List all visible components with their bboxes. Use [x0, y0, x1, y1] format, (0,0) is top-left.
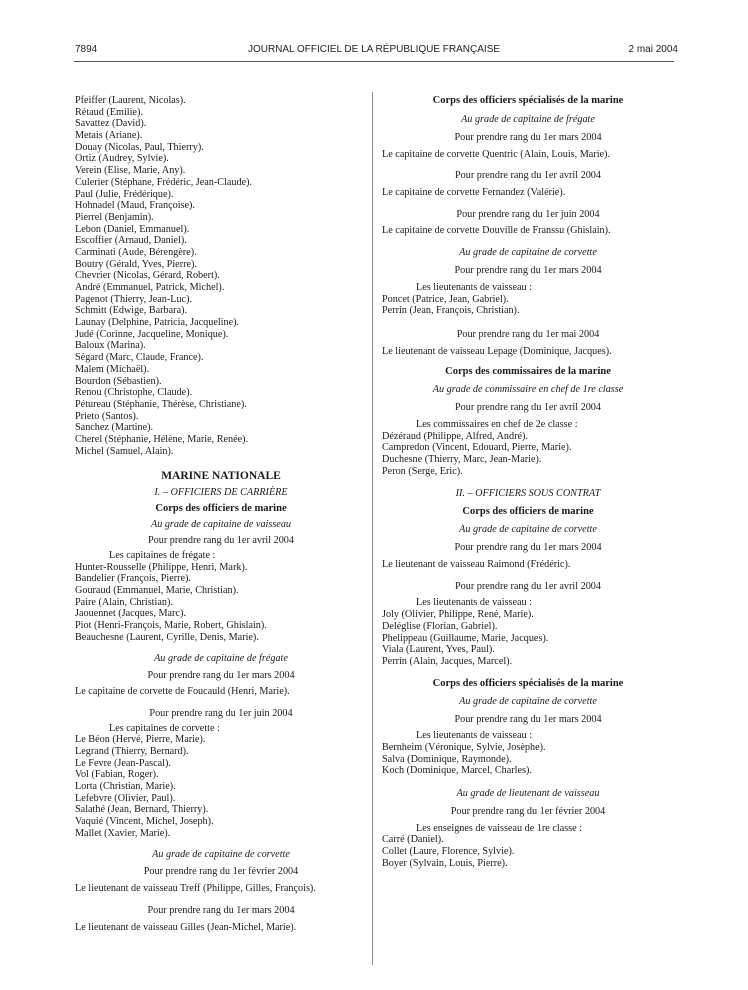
section-subheading: I. – OFFICIERS DE CARRIÈRE — [154, 487, 288, 499]
name-list — [382, 834, 674, 869]
name-entry: Le Fevre (Jean-Pascal). — [75, 757, 171, 769]
name-entry: Vaquié (Vincent, Michel, Joseph). — [75, 816, 214, 828]
journal-title: JOURNAL OFFICIEL DE LA RÉPUBLIQUE FRANÇAISE — [247, 44, 501, 55]
grade-heading: Au grade de capitaine de corvette — [459, 695, 597, 707]
name-entry: Koch (Dominique, Marcel, Charles). — [382, 765, 532, 777]
name-entry: Gouraud (Emmanuel, Marie, Christian). — [75, 585, 239, 597]
list-label: Les capitaines de frégate : — [109, 550, 216, 561]
name-entry: Lorta (Christian, Marie). — [75, 781, 176, 792]
rank-date: Pour prendre rang du 1er mars 2004 — [147, 669, 295, 681]
name-entry: Viala (Laurent, Yves, Paul). — [382, 644, 495, 656]
name-entry: Prieto (Santos). — [75, 410, 139, 422]
corps-heading: Corps des officiers spécialisés de la marine — [432, 677, 624, 689]
rank-date: Pour prendre rang du 1er mars 2004 — [454, 542, 602, 554]
promotion-entry: Le capitaine de corvette Quentric (Alain, Louis, Marie). — [382, 148, 610, 160]
name-entry: Bandelier (François, Pierre). — [75, 573, 191, 585]
name-entry: Vol (Fabian, Roger). — [75, 769, 159, 781]
name-entry: Le Béon (Hervé, Pierre, Marie). — [75, 734, 206, 746]
name-entry: Pfeiffer (Laurent, Nicolas). — [75, 95, 186, 106]
header-rule — [74, 61, 674, 62]
promotion-entry: Le lieutenant de vaisseau Raimond (Frédéric). — [382, 559, 571, 571]
grade-heading: Au grade de commissaire en chef de 1re classe — [432, 384, 624, 396]
grade-heading: Au grade de lieutenant de vaisseau — [456, 788, 600, 799]
list-label: Les lieutenants de vaisseau : — [416, 730, 532, 742]
rank-date: Pour prendre rang du 1er mai 2004 — [456, 328, 600, 340]
name-entry: Douay (Nicolas, Paul, Thierry). — [75, 141, 204, 153]
name-list — [75, 734, 367, 839]
name-entry: Salva (Dominique, Raymonde). — [382, 753, 512, 765]
name-list — [75, 95, 367, 457]
name-entry: Launay (Delphine, Patricia, Jacqueline). — [75, 317, 240, 329]
rank-date: Pour prendre rang du 1er avril 2004 — [455, 580, 601, 592]
name-list — [382, 431, 674, 478]
promotion-entry: Le lieutenant de vaisseau Treff (Philippe, Gilles, François). — [75, 883, 316, 895]
name-entry: Lebon (Daniel, Emmanuel). — [75, 223, 190, 235]
promotion-entry: Le capitaine de corvette Douville de Franssu (Ghislain). — [382, 225, 611, 237]
section-subheading: II. – OFFICIERS SOUS CONTRAT — [455, 488, 601, 500]
name-entry: Hohnadel (Maud, Françoise). — [75, 200, 195, 212]
left-column — [75, 95, 367, 933]
rank-date: Pour prendre rang du 1er mars 2004 — [147, 904, 295, 916]
page-header — [0, 0, 748, 70]
name-entry: Culerier (Stéphane, Frédéric, Jean-Claude). — [75, 176, 253, 188]
rank-date: Pour prendre rang du 1er mars 2004 — [454, 132, 602, 143]
name-entry: Paul (Julie, Frédérique). — [75, 188, 174, 200]
column-divider — [372, 92, 373, 965]
name-entry: Bernheim (Véronique, Sylvie, Josèphe). — [382, 741, 546, 753]
list-label: Les commissaires en chef de 2e classe : — [416, 418, 578, 430]
name-entry: Boutry (Gérald, Yves, Pierre). — [75, 258, 197, 270]
grade-heading: Au grade de capitaine de corvette — [459, 524, 597, 536]
page-number: 7894 — [75, 44, 98, 55]
name-entry: Escoffier (Arnaud, Daniel). — [75, 235, 187, 247]
name-entry: Baloux (Marina). — [75, 340, 146, 352]
promotion-entry: Le lieutenant de vaisseau Lepage (Dominique, Jacques). — [382, 345, 612, 357]
name-entry: Campredon (Vincent, Edouard, Pierre, Marie). — [382, 442, 572, 454]
name-entry: Dézéraud (Philippe, Alfred, André). — [382, 430, 528, 442]
list-label: Les capitaines de corvette : — [109, 722, 220, 734]
name-entry: Boyer (Sylvain, Louis, Pierre). — [382, 857, 508, 869]
name-entry: Joly (Olivier, Philippe, René, Marie). — [382, 609, 534, 621]
grade-heading: Au grade de capitaine de frégate — [154, 652, 288, 664]
grade-heading: Au grade de capitaine de corvette — [459, 247, 597, 259]
name-entry: Carré (Daniel). — [382, 834, 444, 846]
name-entry: Ségard (Marc, Claude, France). — [75, 352, 204, 364]
name-entry: Ortiz (Audrey, Sylvie). — [75, 153, 169, 165]
name-list — [382, 294, 674, 317]
rank-date: Pour prendre rang du 1er juin 2004 — [456, 208, 600, 220]
promotion-entry: Le capitaine de corvette Fernandez (Valérie). — [382, 187, 566, 199]
name-entry: Metais (Ariane). — [75, 130, 143, 142]
corps-heading: Corps des officiers spécialisés de la marine — [432, 95, 624, 106]
name-list — [382, 609, 674, 667]
section-heading: MARINE NATIONALE — [161, 470, 281, 483]
name-entry: Pierrel (Benjamin). — [75, 211, 154, 223]
right-column — [382, 95, 674, 869]
rank-date: Pour prendre rang du 1er mars 2004 — [454, 713, 602, 725]
promotion-entry: Le lieutenant de vaisseau Gilles (Jean-Michel, Marie). — [75, 921, 297, 933]
name-entry: Collet (Laure, Florence, Sylvie). — [382, 846, 515, 858]
name-entry: Jaouennet (Jacques, Marc). — [75, 608, 186, 620]
name-entry: Deléglise (Florian, Gabriel). — [382, 620, 498, 632]
name-entry: Sanchez (Martine). — [75, 422, 154, 434]
name-entry: Salathé (Jean, Bernard, Thierry). — [75, 804, 209, 816]
name-entry: Hunter-Rousselle (Philippe, Henri, Mark). — [75, 561, 248, 573]
name-list — [382, 742, 674, 777]
name-entry: Piot (Henri-François, Marie, Robert, Ghislain). — [75, 620, 267, 632]
name-entry: Cherel (Stéphanie, Hélène, Marie, Renée). — [75, 433, 249, 445]
name-entry: Pétureau (Stéphanie, Thérèse, Christiane). — [75, 398, 247, 410]
rank-date: Pour prendre rang du 1er avril 2004 — [148, 535, 294, 547]
list-label: Les lieutenants de vaisseau : — [416, 597, 532, 609]
list-label: Les enseignes de vaisseau de 1re classe : — [416, 822, 583, 834]
name-list — [75, 562, 367, 644]
name-entry: Renou (Christophe, Claude). — [75, 387, 193, 399]
name-entry: Chevrier (Nicolas, Gérard, Robert). — [75, 270, 220, 282]
corps-heading: Corps des officiers de marine — [462, 506, 594, 518]
name-entry: Michel (Samuel, Alain). — [75, 445, 174, 457]
name-entry: Judé (Corinne, Jacqueline, Monique). — [75, 328, 229, 340]
name-entry: Peron (Serge, Eric). — [382, 465, 463, 477]
name-entry: Verein (Elise, Marie, Any). — [75, 165, 186, 177]
corps-heading: Corps des commissaires de la marine — [445, 366, 611, 378]
name-entry: Pagenot (Thierry, Jean-Luc). — [75, 293, 193, 305]
name-entry: Schmitt (Edwige, Barbara). — [75, 305, 188, 317]
issue-date: 2 mai 2004 — [628, 44, 678, 55]
name-entry: Perrin (Jean, François, Christian). — [382, 305, 520, 317]
name-entry: Perrin (Alain, Jacques, Marcel). — [382, 655, 513, 667]
name-entry: Poncet (Patrice, Jean, Gabriel). — [382, 293, 509, 305]
name-entry: Rétaud (Emilie). — [75, 106, 143, 118]
rank-date: Pour prendre rang du 1er mars 2004 — [454, 265, 602, 277]
grade-heading: Au grade de capitaine de vaisseau — [150, 519, 292, 531]
grade-heading: Au grade de capitaine de corvette — [152, 849, 290, 861]
promotion-entry: Le capitaine de corvette de Foucauld (Henri, Marie). — [75, 686, 290, 698]
name-entry: Beauchesne (Laurent, Cyrille, Denis, Marie). — [75, 631, 259, 643]
name-entry: Savattez (David). — [75, 118, 147, 130]
corps-heading: Corps des officiers de marine — [155, 503, 287, 515]
rank-date: Pour prendre rang du 1er juin 2004 — [149, 707, 293, 719]
name-entry: Phelippeau (Guillaume, Marie, Jacques). — [382, 632, 549, 644]
name-entry: Malem (Michaël). — [75, 363, 150, 375]
name-entry: Lefebvre (Olivier, Paul). — [75, 792, 176, 804]
list-label: Les lieutenants de vaisseau : — [416, 281, 532, 293]
name-entry: Carminati (Aude, Bérengère). — [75, 246, 197, 258]
name-entry: Duchesne (Thierry, Marc, Jean-Marie). — [382, 454, 542, 465]
rank-date: Pour prendre rang du 1er février 2004 — [143, 866, 299, 878]
grade-heading: Au grade de capitaine de frégate — [461, 114, 595, 125]
name-entry: André (Emmanuel, Patrick, Michel). — [75, 282, 225, 293]
name-entry: Paire (Alain, Christian). — [75, 596, 173, 608]
rank-date: Pour prendre rang du 1er avril 2004 — [455, 170, 601, 182]
rank-date: Pour prendre rang du 1er avril 2004 — [455, 402, 601, 414]
name-entry: Legrand (Thierry, Bernard). — [75, 745, 189, 757]
rank-date: Pour prendre rang du 1er février 2004 — [450, 806, 606, 817]
name-entry: Bourdon (Sébastien). — [75, 375, 162, 387]
name-entry: Mallet (Xavier, Marie). — [75, 827, 171, 839]
